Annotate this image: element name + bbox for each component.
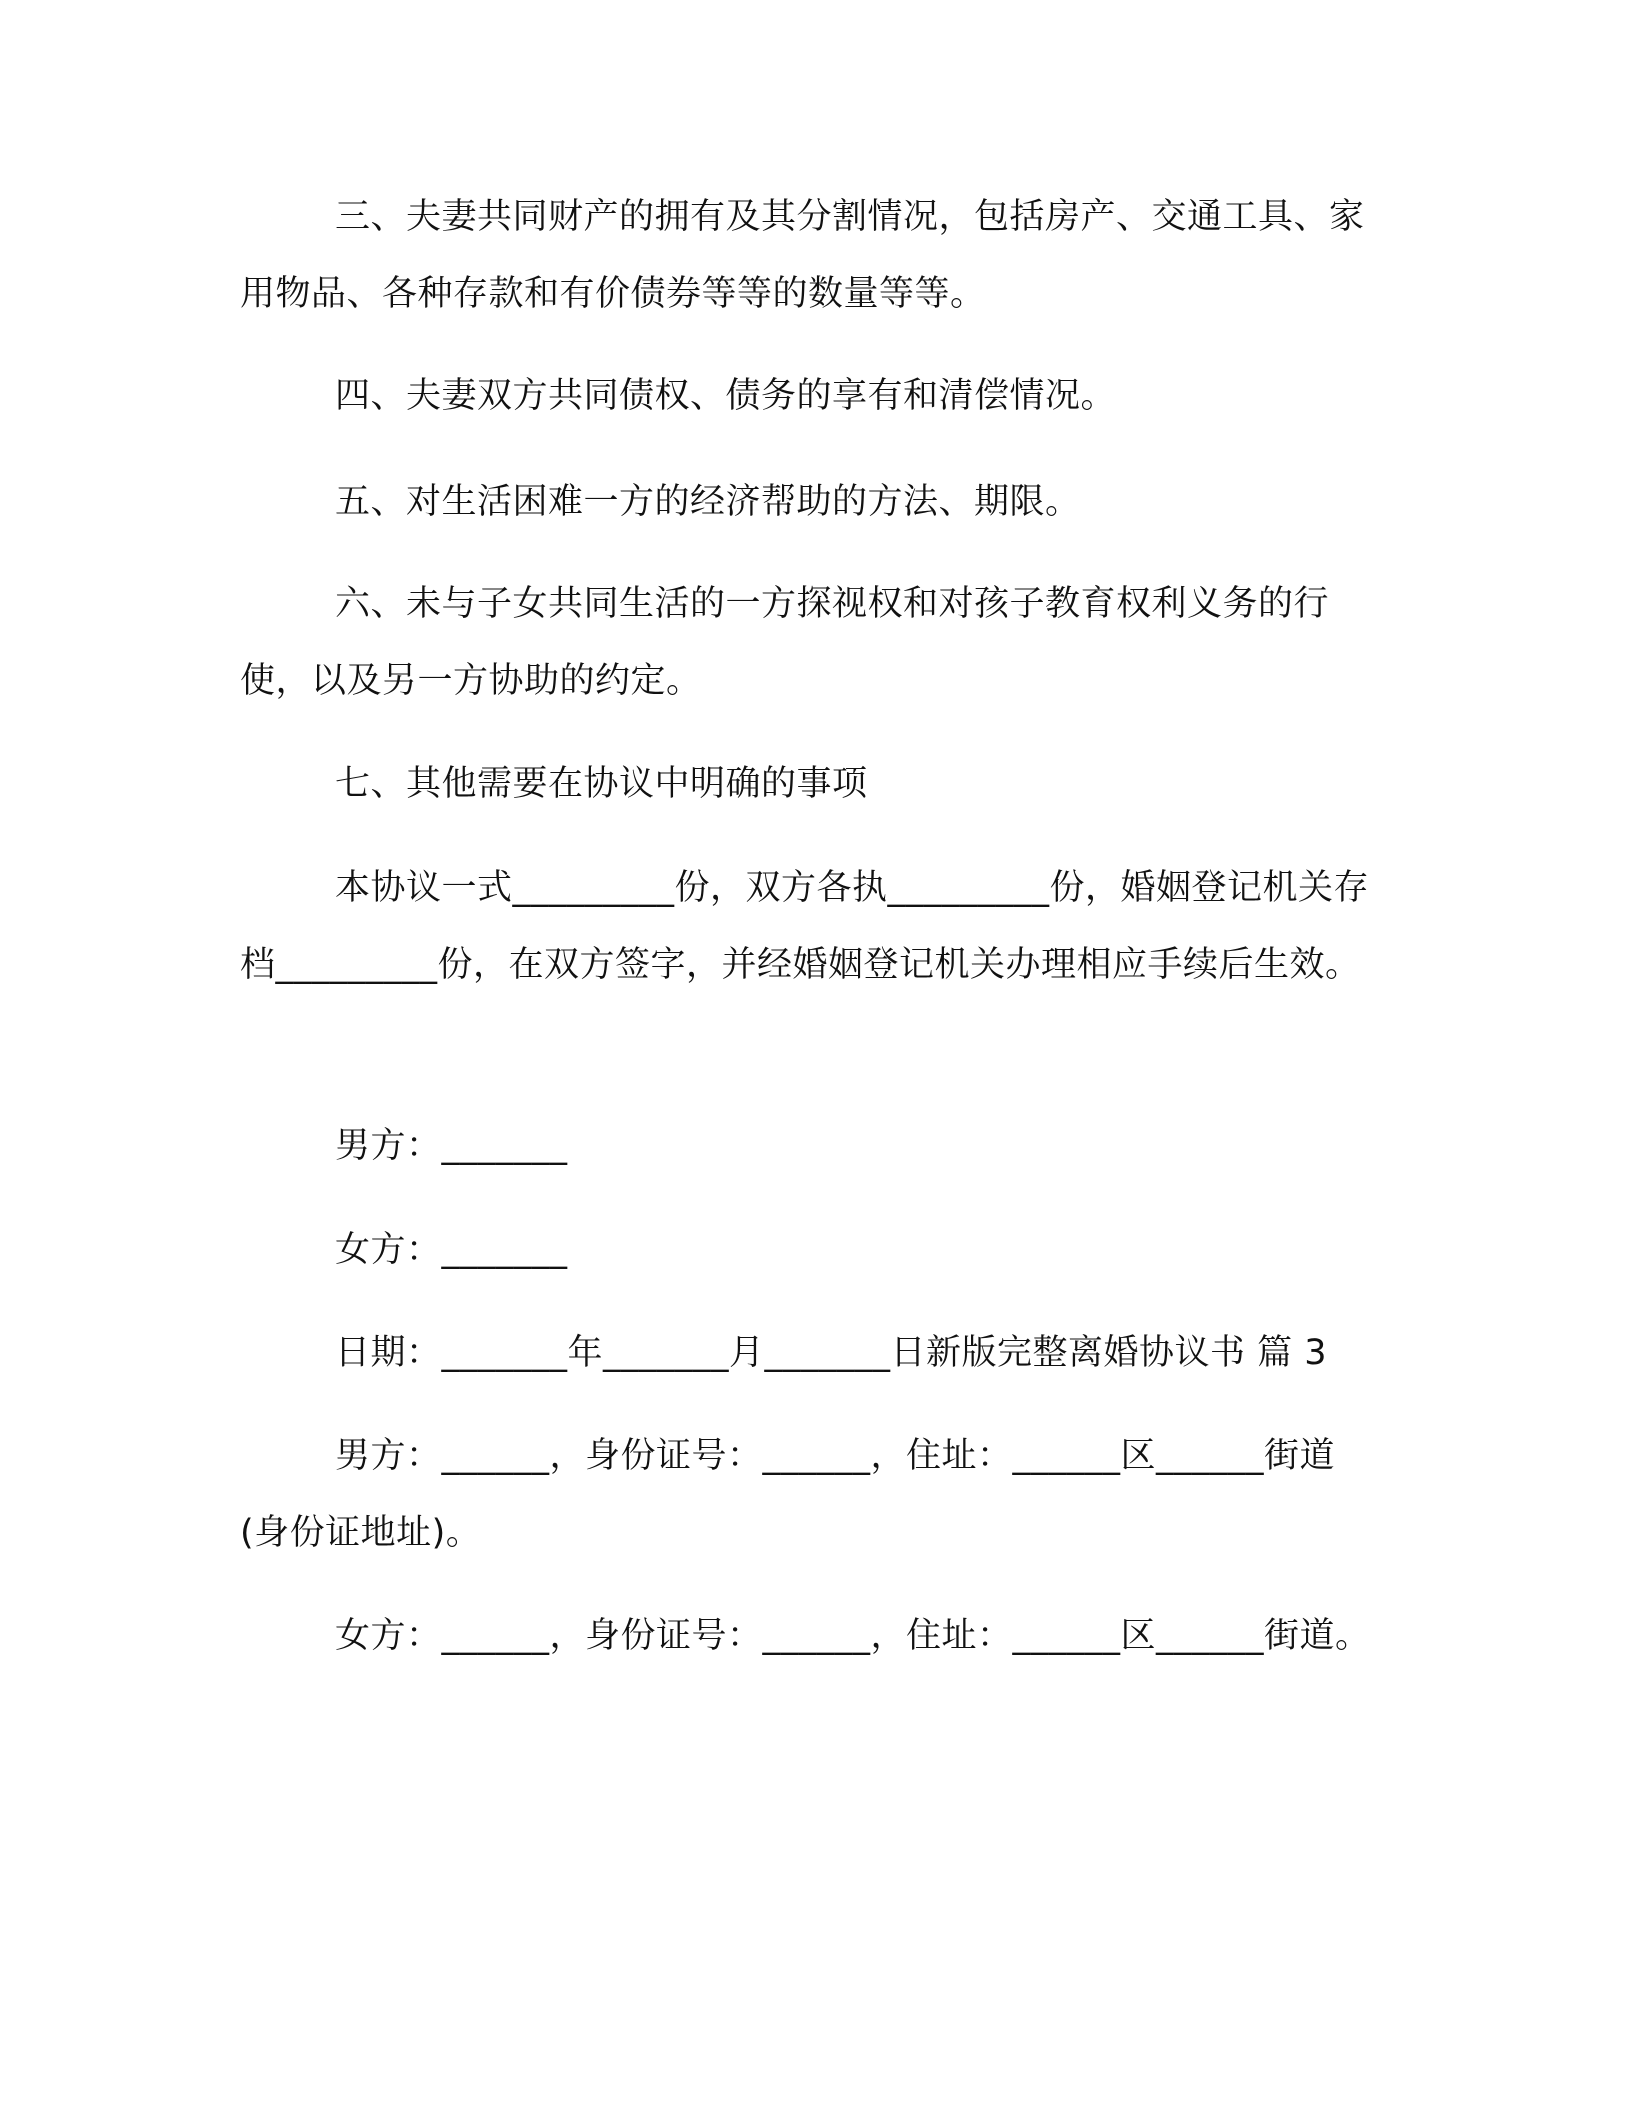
female-party-info: 女方：______，身份证号：______，住址：______区______街道。 (335, 1616, 1371, 1656)
clause-four: 四、夫妻双方共同债权、债务的享有和清偿情况。 (335, 376, 1117, 416)
copies-clause: 本协议一式_________份，双方各执_________份，婚姻登记机关存档_________份，在双方签字，并经婚姻登记机关办理相应手续后生效。 (240, 868, 1370, 985)
male-party-info: 男方：______，身份证号：______，住址：______区______街道(身份证地址)。 (240, 1436, 1336, 1553)
clause-six: 六、未与子女共同生活的一方探视权和对孩子教育权利义务的行使，以及另一方协助的约定。 (240, 584, 1330, 701)
date-line: 日期：_______年_______月_______日新版完整离婚协议书 篇 3 (335, 1333, 1328, 1373)
female-signature-line: 女方：_______ (335, 1230, 568, 1270)
clause-three: 三、夫妻共同财产的拥有及其分割情况，包括房产、交通工具、家用物品、各种存款和有价债券等等的数量等等。 (240, 197, 1365, 314)
clause-seven: 七、其他需要在协议中明确的事项 (335, 764, 868, 804)
clause-five: 五、对生活困难一方的经济帮助的方法、期限。 (335, 482, 1081, 522)
male-signature-line: 男方：_______ (335, 1126, 568, 1166)
